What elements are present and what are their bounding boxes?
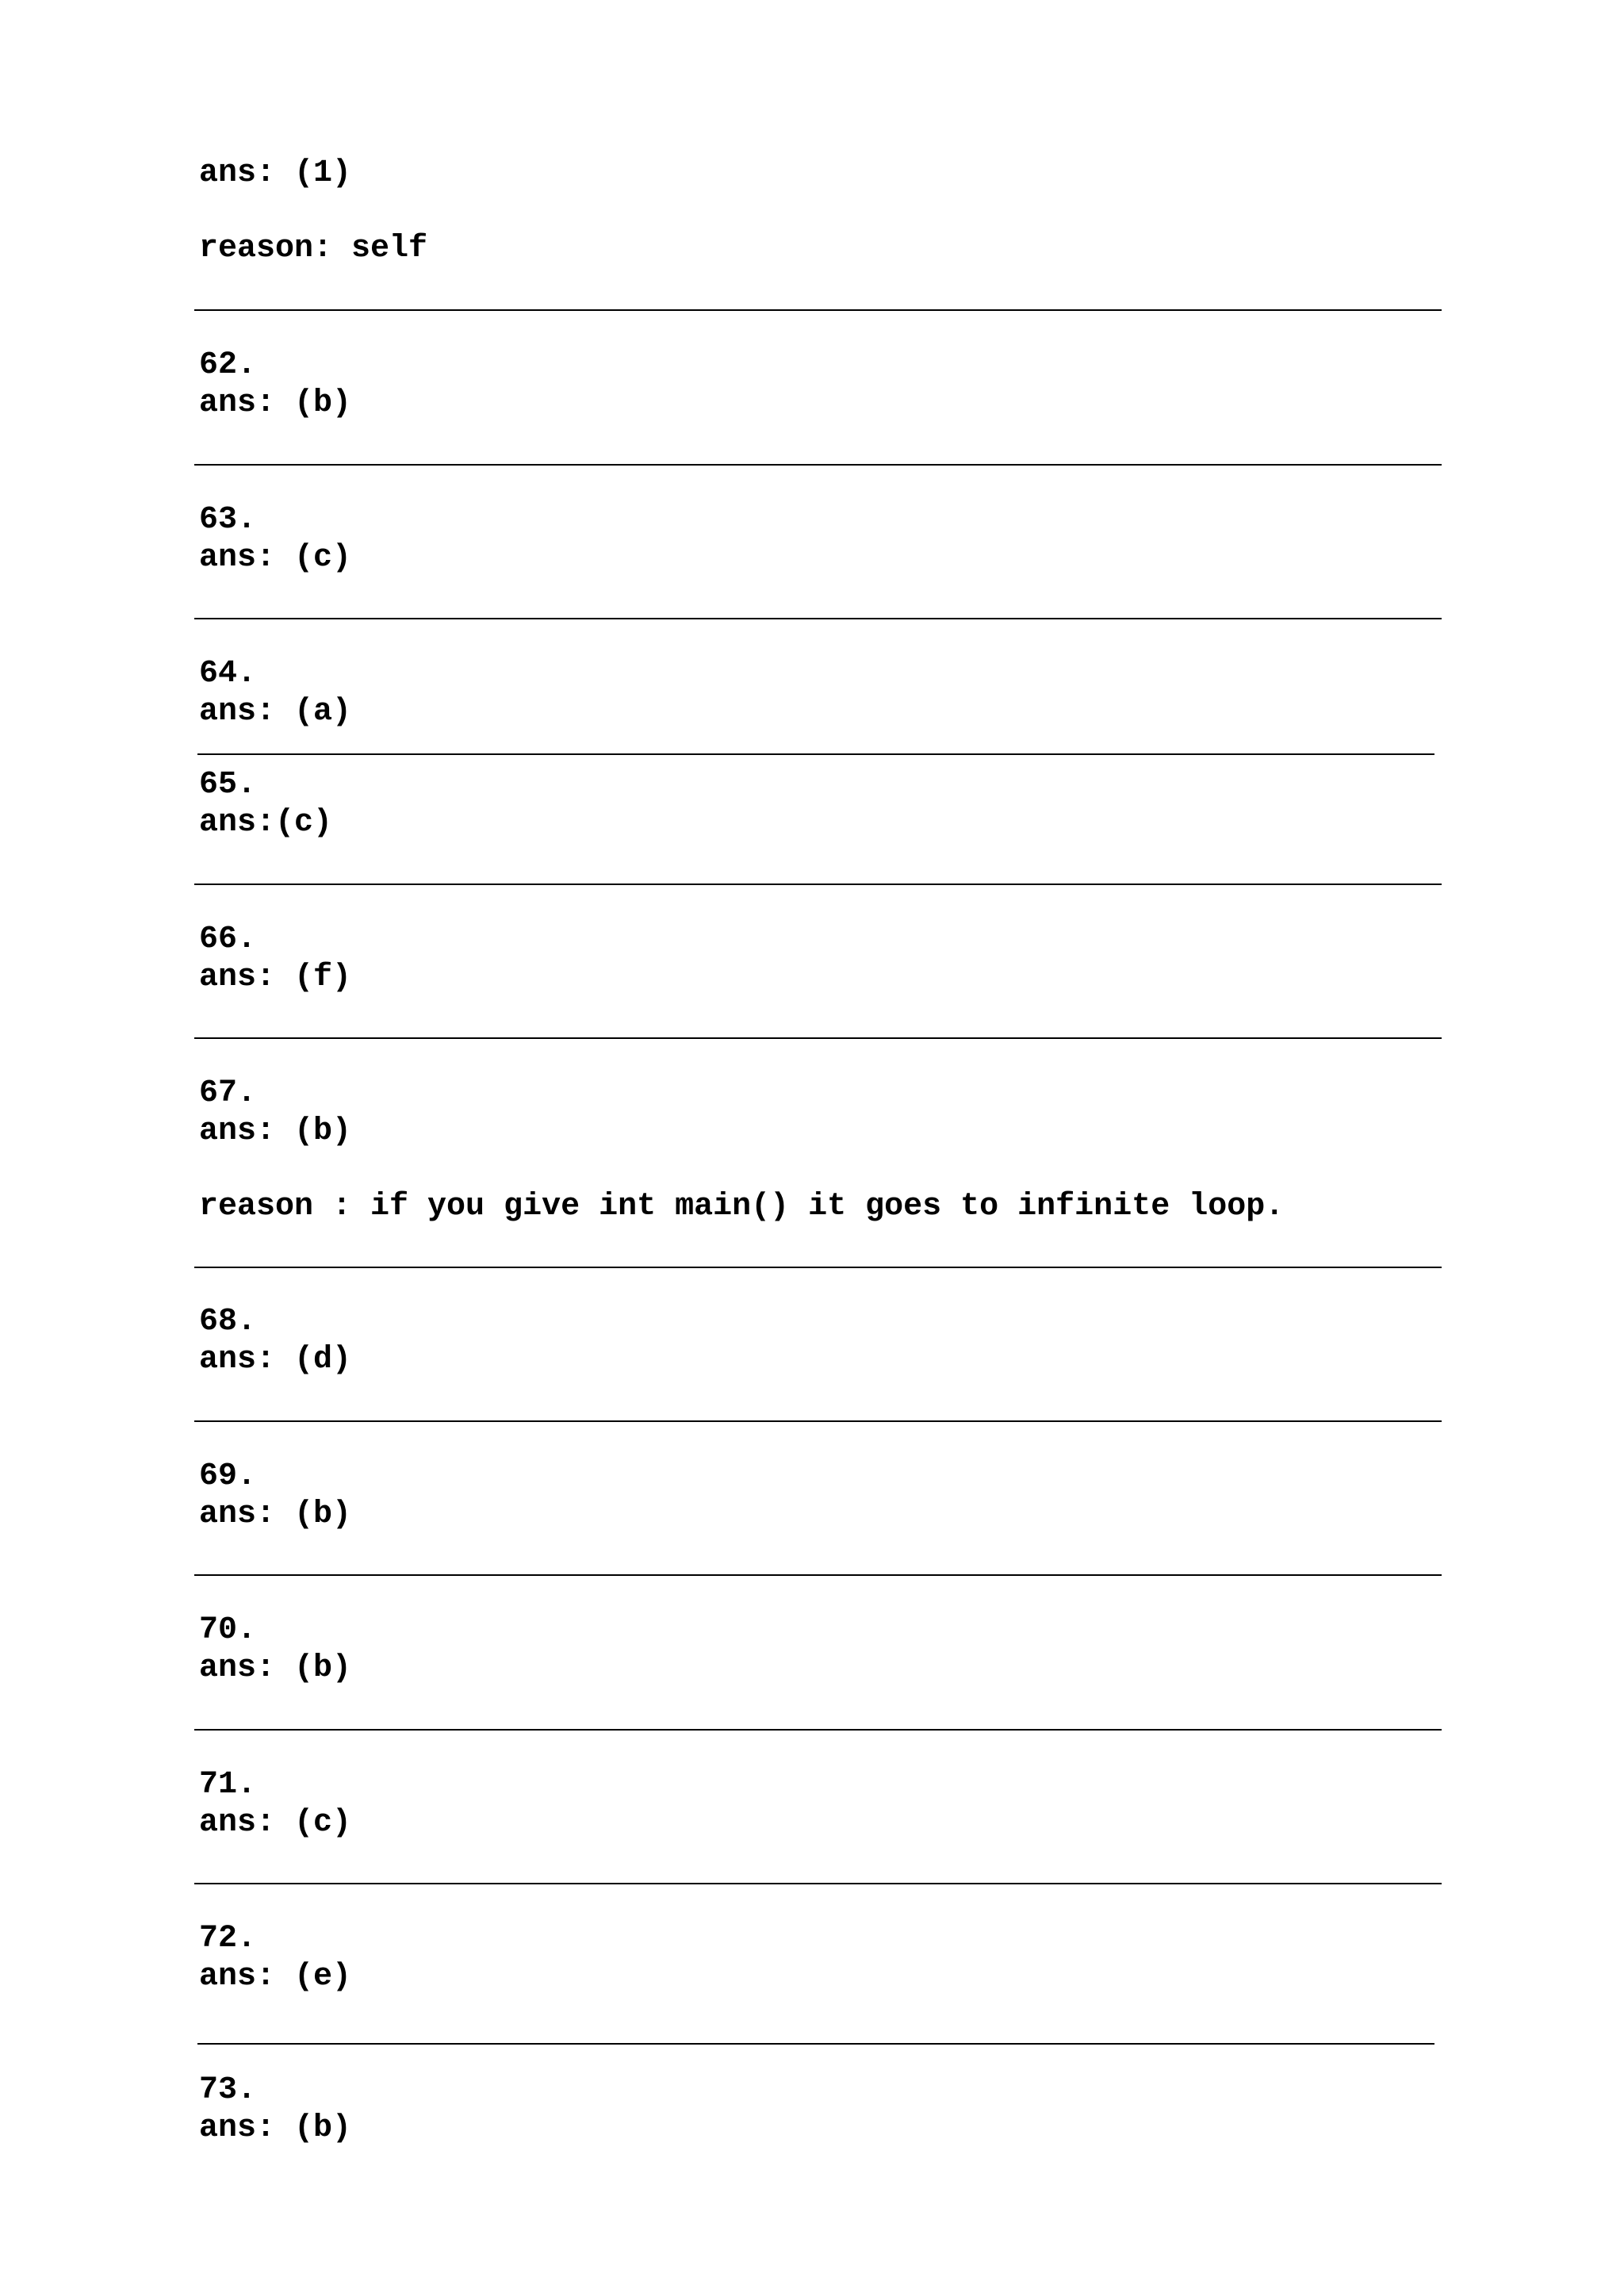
divider: [194, 1037, 1442, 1039]
question-answer: ans:(c): [199, 805, 333, 841]
question-answer: ans: (b): [199, 1114, 352, 1149]
intro-reason: reason: self: [199, 231, 428, 266]
intro-answer: ans: (1): [199, 155, 352, 191]
question-answer: ans: (d): [199, 1342, 352, 1378]
question-number: 65.: [199, 767, 257, 803]
divider: [194, 464, 1442, 466]
divider: [194, 1574, 1442, 1576]
question-number: 72.: [199, 1921, 257, 1957]
divider: [194, 1267, 1442, 1268]
question-answer: ans: (c): [199, 540, 352, 576]
question-answer: ans: (c): [199, 1805, 352, 1841]
question-number: 67.: [199, 1075, 257, 1111]
divider: [194, 1729, 1442, 1731]
question-answer: ans: (b): [199, 385, 352, 421]
divider: [197, 2043, 1434, 2045]
question-number: 69.: [199, 1458, 257, 1494]
question-answer: ans: (e): [199, 1959, 352, 1995]
divider: [194, 618, 1442, 619]
divider: [194, 884, 1442, 885]
question-number: 70.: [199, 1612, 257, 1648]
question-number: 73.: [199, 2072, 257, 2108]
divider: [194, 1420, 1442, 1422]
divider: [194, 309, 1442, 311]
question-answer: ans: (b): [199, 1650, 352, 1686]
question-number: 62.: [199, 347, 257, 383]
question-answer: ans: (b): [199, 1497, 352, 1532]
divider: [197, 753, 1434, 755]
question-answer: ans: (f): [199, 960, 352, 995]
question-number: 68.: [199, 1304, 257, 1340]
divider: [194, 1883, 1442, 1884]
question-number: 63.: [199, 502, 257, 538]
question-number: 71.: [199, 1767, 257, 1803]
question-number: 64.: [199, 656, 257, 692]
question-answer: ans: (b): [199, 2110, 352, 2146]
question-reason: reason : if you give int main() it goes to infinite loop.: [199, 1189, 1285, 1225]
question-number: 66.: [199, 922, 257, 957]
question-answer: ans: (a): [199, 694, 352, 730]
